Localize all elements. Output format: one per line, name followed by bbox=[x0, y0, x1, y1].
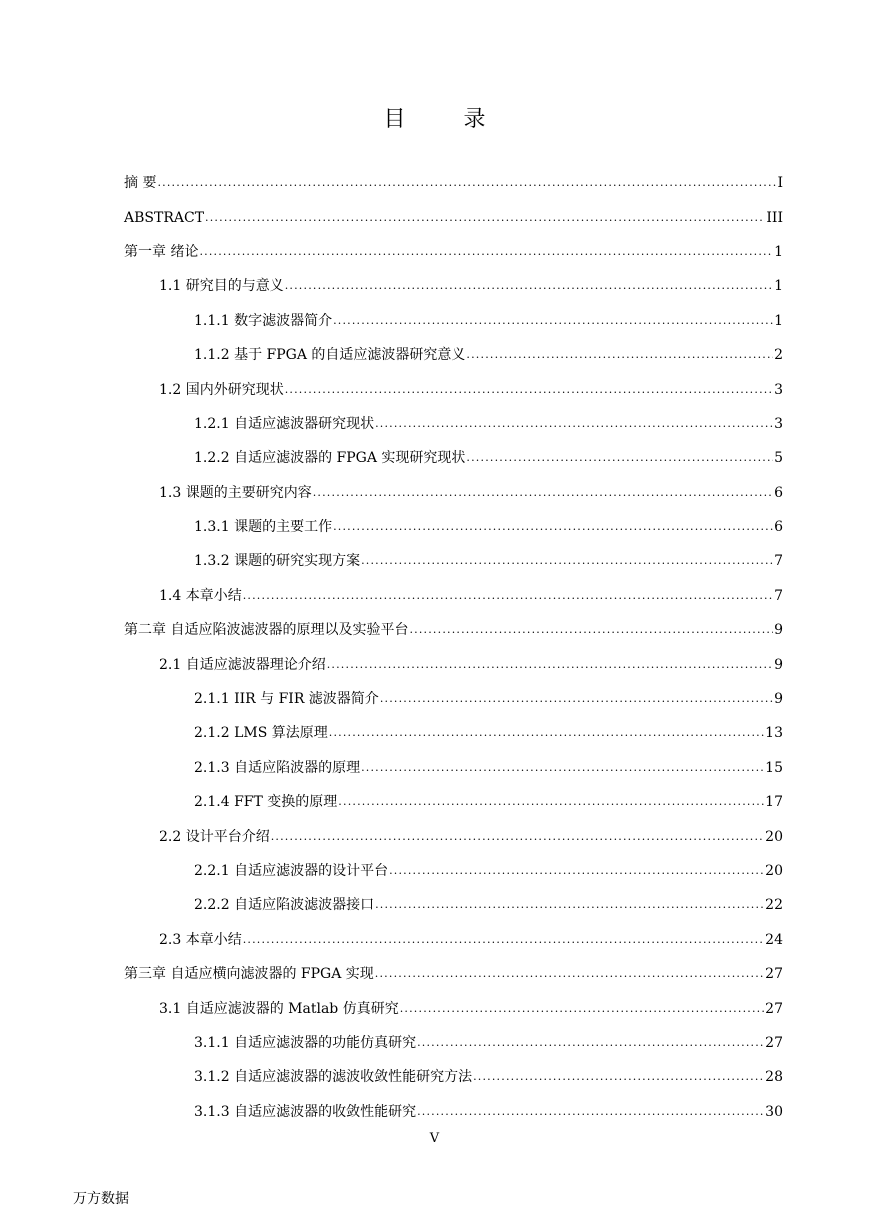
toc-entry-label: 2.1.1 IIR 与 FIR 滤波器简介 bbox=[194, 691, 379, 708]
toc-entry-label: 1.3 课题的主要研究内容 bbox=[159, 484, 312, 501]
toc-entry-page: 3 bbox=[774, 415, 783, 432]
toc-entry-label: 1.2.1 自适应滤波器研究现状 bbox=[194, 415, 375, 432]
toc-entry-label: 2.1.4 FFT 变换的原理 bbox=[194, 794, 338, 811]
toc-leader-dots bbox=[466, 449, 773, 467]
table-of-contents bbox=[0, 166, 869, 1129]
toc-leader-dots bbox=[338, 793, 764, 811]
toc-entry-label: 2.1.2 LMS 算法原理 bbox=[194, 725, 328, 742]
toc-entry[interactable] bbox=[0, 888, 869, 922]
toc-entry-page: I bbox=[777, 175, 783, 192]
toc-leader-dots bbox=[327, 656, 773, 674]
toc-entry-label: 3.1 自适应滤波器的 Matlab 仿真研究 bbox=[159, 1000, 399, 1017]
toc-entry[interactable] bbox=[0, 1095, 869, 1129]
toc-entry[interactable] bbox=[0, 579, 869, 613]
toc-entry-label: 第一章 绪论 bbox=[124, 243, 199, 260]
toc-entry-label: 1.2 国内外研究现状 bbox=[159, 381, 284, 398]
toc-leader-dots bbox=[329, 724, 764, 742]
toc-entry[interactable] bbox=[0, 544, 869, 578]
toc-entry-page: 7 bbox=[774, 553, 783, 570]
toc-leader-dots bbox=[157, 174, 776, 192]
toc-entry-page: 13 bbox=[765, 725, 783, 742]
toc-entry-page: 7 bbox=[774, 587, 783, 604]
toc-entry-page: 20 bbox=[765, 828, 783, 845]
toc-entry[interactable] bbox=[0, 338, 869, 372]
toc-entry-label: 第三章 自适应横向滤波器的 FPGA 实现 bbox=[124, 966, 374, 983]
toc-entry-page: 30 bbox=[765, 1103, 783, 1120]
toc-entry-page: 1 bbox=[774, 312, 783, 329]
toc-leader-dots bbox=[375, 965, 764, 983]
toc-entry-page: 17 bbox=[765, 794, 783, 811]
toc-entry-label: 摘 要 bbox=[124, 175, 157, 192]
toc-entry-label: 1.1 研究目的与意义 bbox=[159, 278, 284, 295]
toc-entry[interactable] bbox=[0, 682, 869, 716]
toc-leader-dots bbox=[466, 346, 773, 364]
page-number: V bbox=[429, 1131, 440, 1146]
toc-entry-label: 2.2.2 自适应陷波滤波器接口 bbox=[194, 897, 375, 914]
toc-leader-dots bbox=[375, 415, 773, 433]
toc-entry-page: 22 bbox=[765, 897, 783, 914]
toc-leader-dots bbox=[205, 209, 765, 227]
toc-entry[interactable] bbox=[0, 304, 869, 338]
toc-leader-dots bbox=[361, 759, 764, 777]
toc-leader-dots bbox=[409, 621, 773, 639]
toc-entry-page: 3 bbox=[774, 381, 783, 398]
toc-leader-dots bbox=[285, 381, 773, 399]
toc-entry[interactable] bbox=[0, 441, 869, 475]
toc-entry-label: 3.1.3 自适应滤波器的收敛性能研究 bbox=[194, 1103, 417, 1120]
toc-leader-dots bbox=[389, 862, 764, 880]
toc-leader-dots bbox=[417, 1034, 764, 1052]
toc-entry-page: 24 bbox=[765, 931, 783, 948]
toc-leader-dots bbox=[271, 828, 764, 846]
toc-entry[interactable] bbox=[0, 200, 869, 234]
toc-entry-page: 2 bbox=[774, 347, 783, 364]
watermark-text: 万方数据 bbox=[73, 1191, 129, 1207]
toc-entry-label: 2.2.1 自适应滤波器的设计平台 bbox=[194, 863, 389, 879]
toc-entry[interactable] bbox=[0, 991, 869, 1025]
toc-entry[interactable] bbox=[0, 166, 869, 200]
toc-entry-label: 2.3 本章小结 bbox=[159, 931, 242, 948]
toc-leader-dots bbox=[473, 1068, 764, 1086]
toc-entry-label: 2.1.3 自适应陷波器的原理 bbox=[194, 759, 361, 776]
page-title: 目 录 bbox=[383, 107, 504, 132]
toc-entry-label: 2.1 自适应滤波器理论介绍 bbox=[159, 656, 326, 673]
toc-entry-label: 第二章 自适应陷波滤波器的原理以及实验平台 bbox=[124, 622, 409, 639]
toc-entry[interactable] bbox=[0, 510, 869, 544]
toc-leader-dots bbox=[243, 931, 764, 949]
toc-entry-label: 3.1.2 自适应滤波器的滤波收敛性能研究方法 bbox=[194, 1069, 473, 1086]
toc-entry-page: 9 bbox=[774, 691, 783, 708]
toc-leader-dots bbox=[333, 312, 773, 330]
toc-leader-dots bbox=[199, 243, 773, 261]
toc-entry-page: 27 bbox=[765, 966, 783, 983]
toc-entry-page: 20 bbox=[765, 863, 783, 879]
toc-entry-label: 1.1.1 数字滤波器简介 bbox=[194, 312, 333, 329]
toc-entry-label: 1.4 本章小结 bbox=[159, 587, 242, 604]
toc-leader-dots bbox=[400, 1000, 764, 1018]
toc-entry-page: 6 bbox=[774, 484, 783, 501]
toc-entry-label: 1.2.2 自适应滤波器的 FPGA 实现研究现状 bbox=[194, 450, 466, 467]
toc-leader-dots bbox=[243, 587, 773, 605]
toc-entry[interactable] bbox=[0, 1060, 869, 1094]
toc-entry[interactable] bbox=[0, 751, 869, 785]
toc-entry-page: 1 bbox=[774, 278, 783, 295]
toc-entry-page: 9 bbox=[774, 656, 783, 673]
toc-entry[interactable] bbox=[0, 476, 869, 510]
toc-entry-page: III bbox=[766, 209, 783, 226]
toc-leader-dots bbox=[313, 484, 773, 502]
toc-entry[interactable] bbox=[0, 407, 869, 441]
toc-entry-label: 1.3.2 课题的研究实现方案 bbox=[194, 553, 361, 570]
toc-entry-label: 1.3.1 课题的主要工作 bbox=[194, 519, 333, 536]
toc-leader-dots bbox=[380, 690, 773, 708]
toc-entry-label: 2.2 设计平台介绍 bbox=[159, 828, 270, 845]
toc-entry[interactable] bbox=[0, 957, 869, 991]
toc-entry-page: 6 bbox=[774, 519, 783, 536]
toc-entry[interactable] bbox=[0, 819, 869, 853]
toc-entry-page: 5 bbox=[774, 450, 783, 467]
toc-leader-dots bbox=[333, 518, 773, 536]
toc-entry-page: 15 bbox=[765, 759, 783, 776]
toc-entry[interactable] bbox=[0, 269, 869, 303]
toc-entry[interactable] bbox=[0, 785, 869, 819]
toc-leader-dots bbox=[417, 1103, 764, 1121]
toc-entry[interactable] bbox=[0, 235, 869, 269]
toc-entry-label: ABSTRACT bbox=[124, 209, 205, 226]
toc-entry-page: 27 bbox=[765, 1034, 783, 1051]
toc-entry-page: 9 bbox=[774, 622, 783, 639]
toc-entry[interactable] bbox=[0, 923, 869, 957]
toc-entry[interactable] bbox=[0, 647, 869, 681]
toc-leader-dots bbox=[361, 552, 773, 570]
toc-entry[interactable] bbox=[0, 372, 869, 406]
toc-entry[interactable] bbox=[0, 613, 869, 647]
toc-entry[interactable] bbox=[0, 1026, 869, 1060]
toc-entry[interactable] bbox=[0, 716, 869, 750]
toc-leader-dots bbox=[285, 277, 773, 295]
toc-entry-label: 3.1.1 自适应滤波器的功能仿真研究 bbox=[194, 1034, 417, 1051]
toc-entry-page: 27 bbox=[765, 1000, 783, 1017]
toc-entry-page: 28 bbox=[765, 1069, 783, 1086]
toc-entry-page: 1 bbox=[774, 243, 783, 260]
toc-entry-label: 1.1.2 基于 FPGA 的自适应滤波器研究意义 bbox=[194, 347, 466, 364]
toc-leader-dots bbox=[375, 896, 764, 914]
toc-entry[interactable] bbox=[0, 854, 869, 888]
